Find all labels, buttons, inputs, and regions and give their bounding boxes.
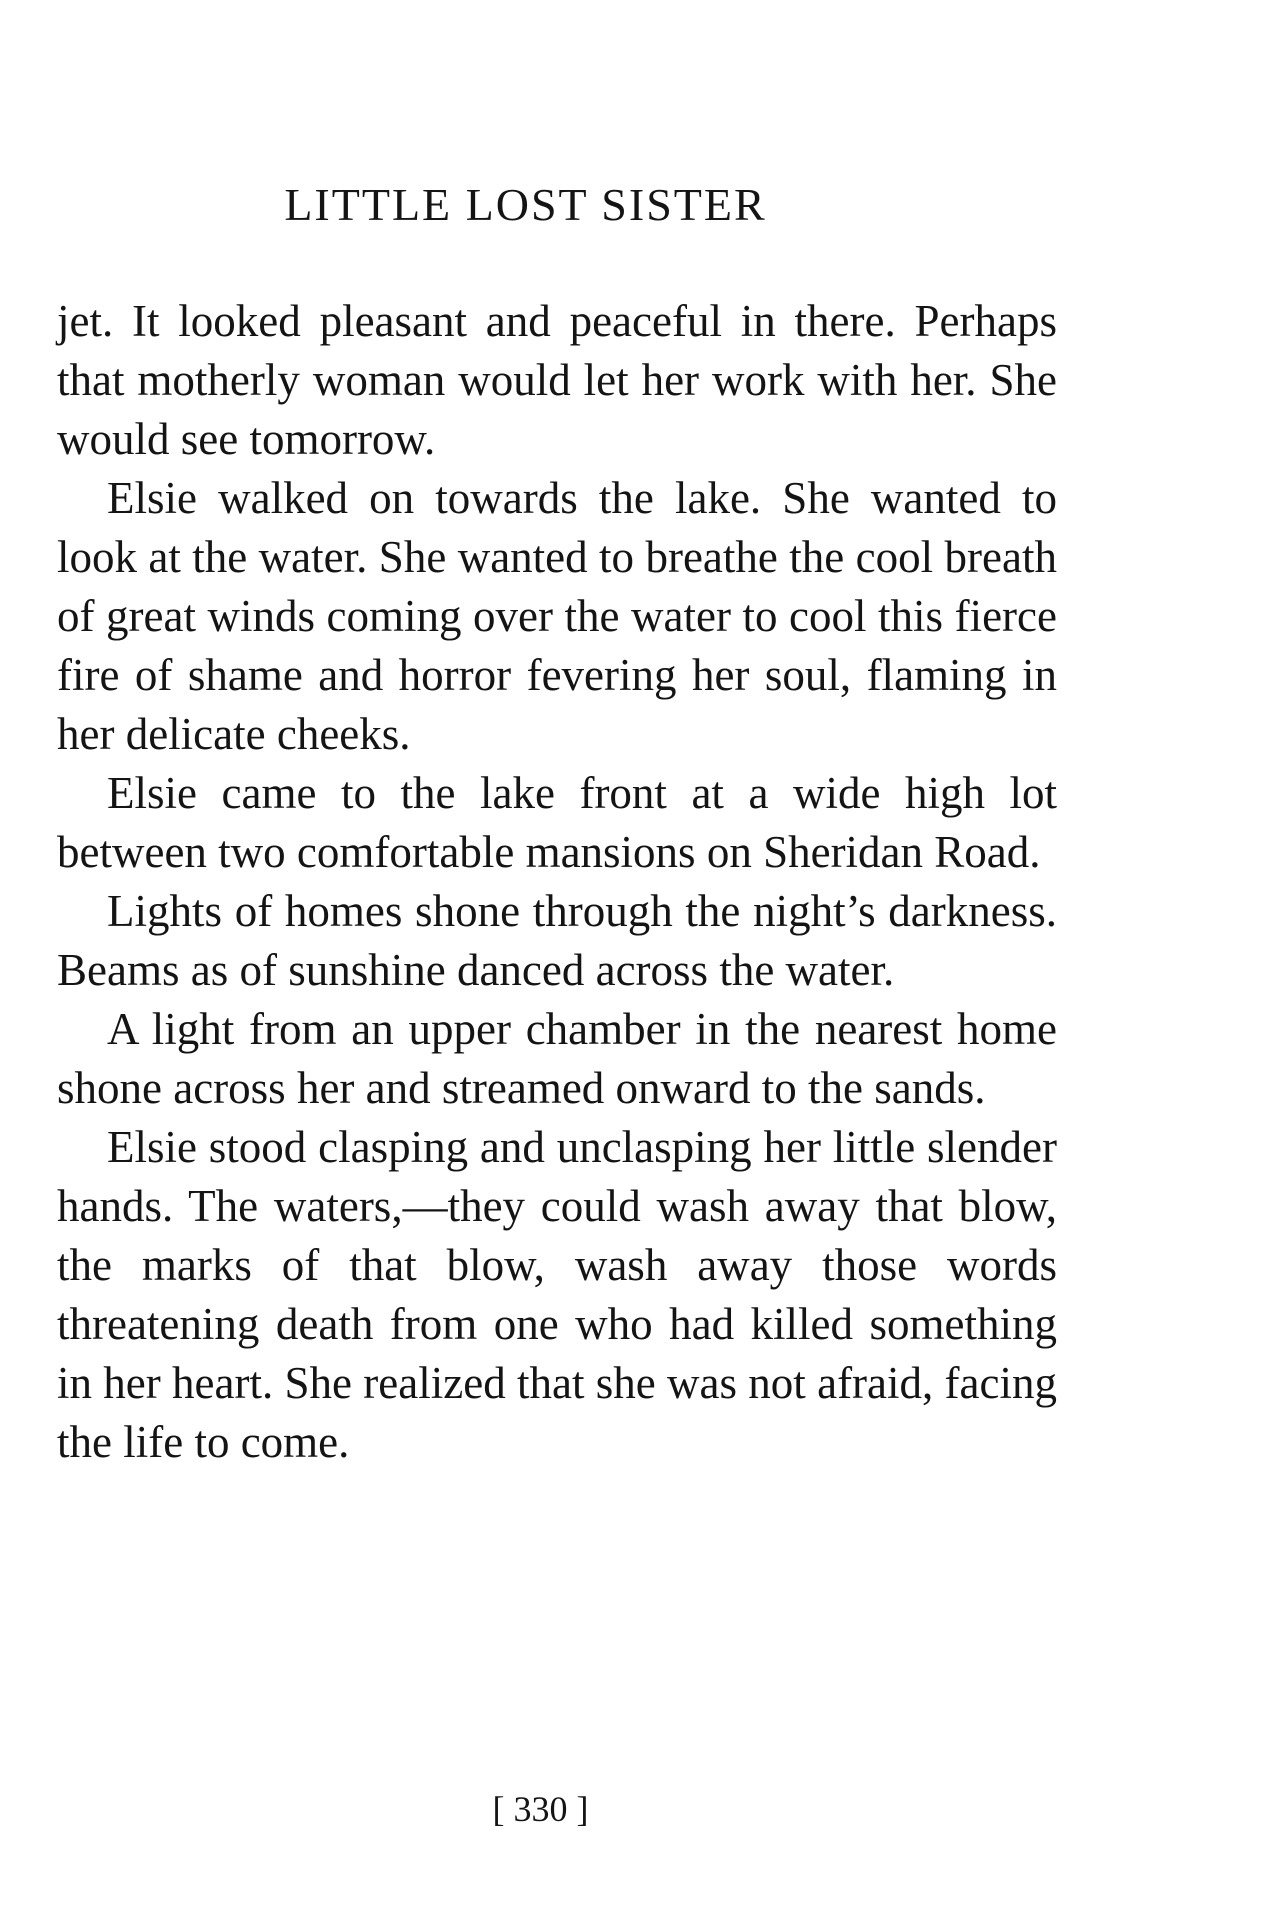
body-text xyxy=(57,292,1057,1472)
paragraph-continuation: jet. It looked pleasant and peaceful in there. Perhaps that motherly woman would let her work with her. She would see tomorrow. xyxy=(57,296,1057,464)
paragraph: Elsie came to the lake front at a wide high lot between two comfortable mansions on Sheridan Road. xyxy=(57,768,1057,877)
paragraph: Lights of homes shone through the night’s darkness. Beams as of sunshine danced across the water. xyxy=(57,886,1057,995)
running-head: LITTLE LOST SISTER xyxy=(284,179,767,230)
paragraph: Elsie stood clasping and unclasping her little slender hands. The waters,—they could wash away that blow, the marks of that blow, wash away those words threatening death from one who had killed something in her heart. She realized that she was not afraid, facing the life to come. xyxy=(57,1122,1057,1467)
page-number: [ 330 ] xyxy=(492,1789,589,1829)
paragraph: A light from an upper chamber in the nearest home shone across her and streamed onward to the sands. xyxy=(57,1004,1057,1113)
paragraph: Elsie walked on towards the lake. She wanted to look at the water. She wanted to breathe the cool breath of great winds coming over the water to cool this fierce fire of shame and horror fevering her soul, flaming in her delicate cheeks. xyxy=(57,473,1057,759)
